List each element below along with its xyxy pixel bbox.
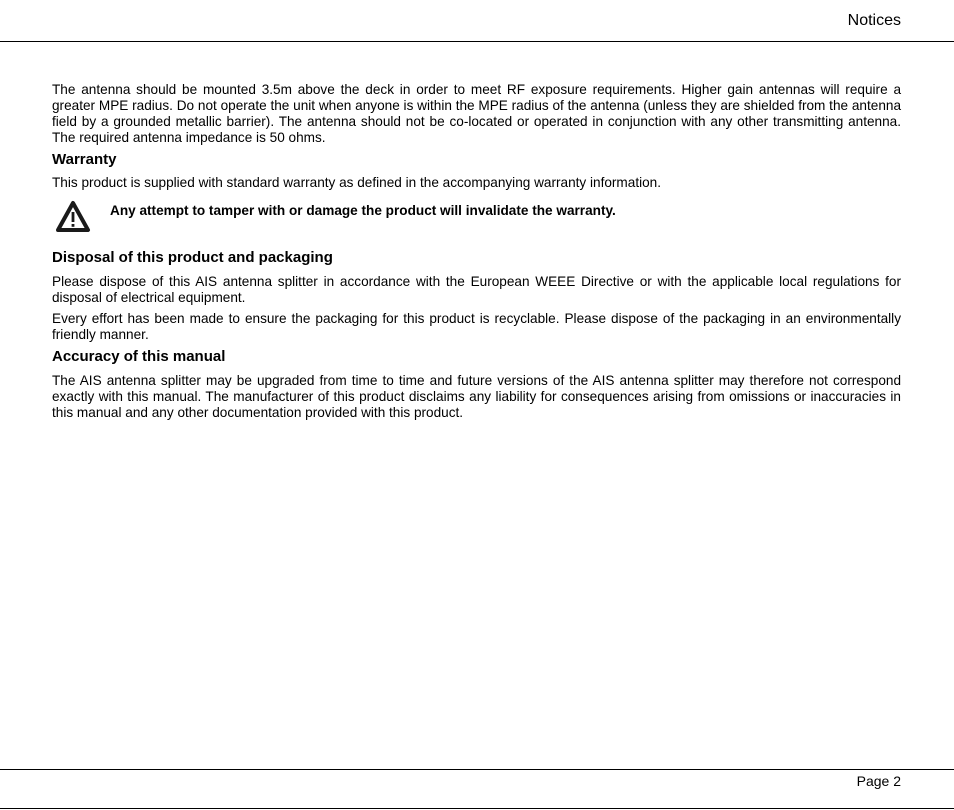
accuracy-heading: Accuracy of this manual bbox=[52, 348, 226, 365]
footer-divider-bottom bbox=[0, 808, 954, 809]
disposal-paragraph-2: Every effort has been made to ensure the packaging for this product is recyclable. Please dispose of the packaging in an environmentally friendly manner. bbox=[52, 311, 901, 342]
warning-text: Any attempt to tamper with or damage the product will invalidate the warranty. bbox=[110, 203, 616, 218]
warranty-heading: Warranty bbox=[52, 151, 117, 168]
disposal-paragraph-1: Please dispose of this AIS antenna splitter in accordance with the European WEEE Directive or with the applicable local regulations for disposal of electrical equipment. bbox=[52, 274, 901, 305]
warning-triangle-icon bbox=[55, 200, 91, 234]
page-header-title: Notices bbox=[847, 12, 901, 29]
page-number: Page 2 bbox=[856, 773, 901, 789]
warranty-paragraph: This product is supplied with standard warranty as defined in the accompanying warranty information. bbox=[52, 175, 662, 190]
rf-exposure-paragraph: The antenna should be mounted 3.5m above the deck in order to meet RF exposure requirements. Higher gain antennas will require a greater MPE radius. Do not operate the unit when anyone is within the MPE radius of the antenna (unless they are shielded from the antenna field by a grounded metallic barrier). The antenna should not be co-located or operated in conjunction with any other transmitting antenna. The required antenna impedance is 50 ohms. bbox=[52, 82, 901, 145]
page-content bbox=[52, 82, 901, 421]
footer-divider-top bbox=[0, 769, 954, 770]
disposal-heading: Disposal of this product and packaging bbox=[52, 249, 333, 266]
accuracy-paragraph: The AIS antenna splitter may be upgraded from time to time and future versions of the AIS antenna splitter may therefore not correspond exactly with this manual. The manufacturer of this product disclaims any liability for consequences arising from omissions or inaccuracies in this manual and any other documentation provided with this product. bbox=[52, 373, 901, 420]
warranty-warning-note bbox=[52, 200, 901, 238]
header-divider bbox=[0, 41, 954, 42]
